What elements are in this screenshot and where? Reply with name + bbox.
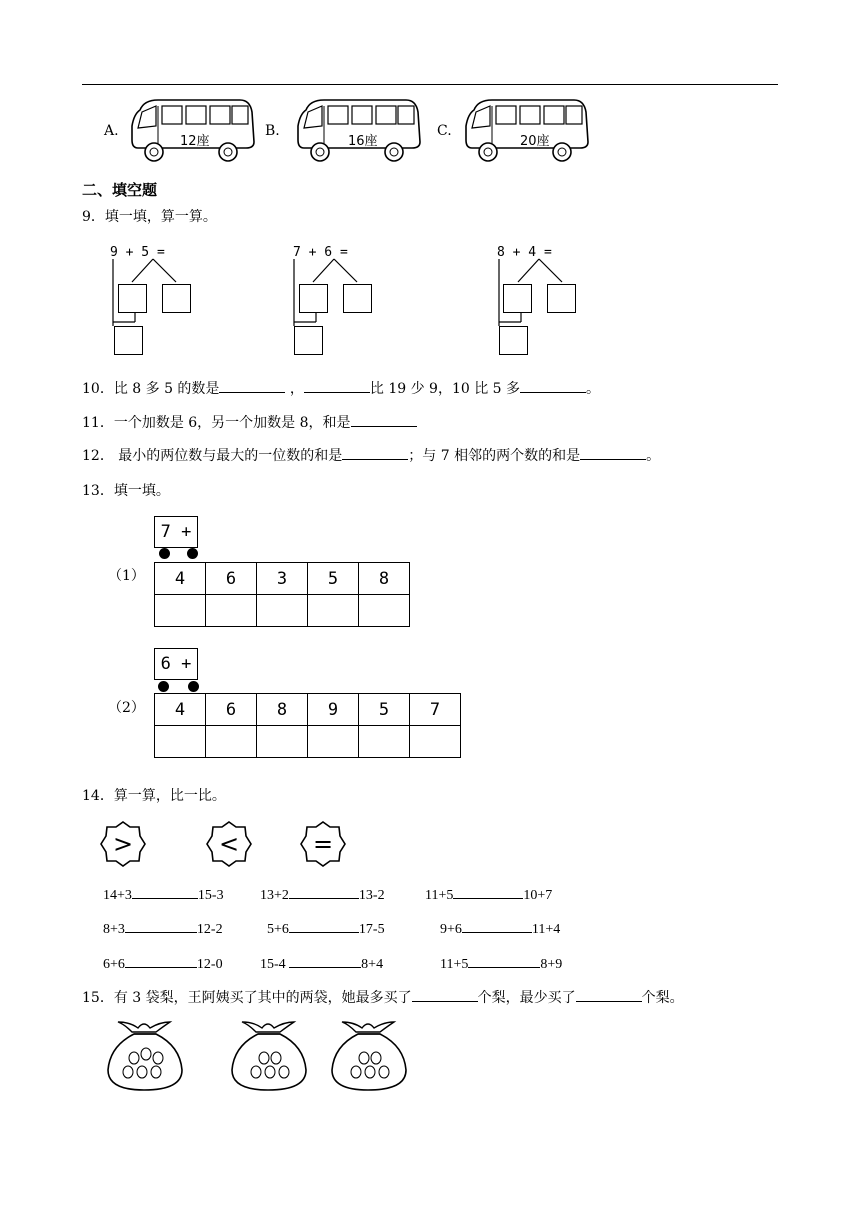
wheel-icon [159,548,170,559]
q13-sub1-train: 7 + [154,516,198,548]
q13-sub2-number: 9 [308,694,359,726]
right-expr: 8+4 [361,957,384,972]
q13-sub1-answer-cell[interactable] [206,595,257,627]
q12-text-3: 。 [646,448,661,464]
symbol-greater: > [112,830,134,858]
right-expr: 11+4 [531,922,561,937]
q13-sub2-number: 4 [155,694,206,726]
q13-sub1-answer-cell[interactable] [257,595,308,627]
q11-blank[interactable] [351,412,417,427]
q10-blank-2[interactable] [304,378,370,393]
left-expr: 8+3 [103,922,125,937]
q10 [82,378,600,398]
less-than-badge-icon [205,820,253,868]
q15 [82,987,684,1007]
q13-sub2-answer-cell[interactable] [206,726,257,758]
section-title: 二、填空题 [82,181,158,199]
q13-sub2-label: （2） [108,700,145,716]
q9-answer-box[interactable] [299,284,328,313]
q13-sub1-number: 6 [206,563,257,595]
q13-sub1-answer-cell[interactable] [308,595,359,627]
bus-b-icon[interactable] [294,96,426,164]
right-expr: 10+7 [523,888,553,903]
left-expr: 11+5 [440,957,469,972]
q12-text-1: 12． 最小的两位数与最大的一位数的和是 [82,448,343,464]
q9-answer-box[interactable] [118,284,147,313]
left-expr: 5+6 [267,922,289,937]
q13-sub2-number: 8 [257,694,308,726]
pear-bag-icon [104,1018,186,1094]
q13-sub2-answer-row [155,726,461,758]
q14-item [260,884,385,904]
compare-blank[interactable] [125,918,197,933]
q9-expr-3: 8 + 4 = [497,245,552,260]
right-expr: 17-5 [358,922,385,937]
q13-sub1-number: 5 [308,563,359,595]
q14-item [440,953,562,973]
q13-sub1-number-row [155,563,410,595]
q13-sub1-answer-cell[interactable] [359,595,410,627]
q13-sub1-label: （1） [108,568,145,584]
q10-blank-3[interactable] [520,378,586,393]
q14-prompt: 14．算一算，比一比。 [82,788,226,804]
q10-text-4: 。 [586,381,601,397]
pear-bag-icon [328,1018,410,1094]
q10-blank-1[interactable] [219,378,285,393]
compare-blank[interactable] [125,953,197,968]
q11-text: 11．一个加数是 6，另一个加数是 8，和是 [82,415,351,431]
q15-text-3: 个梨。 [641,990,684,1006]
q9-answer-box[interactable] [503,284,532,313]
q13-sub1-answer-row [155,595,410,627]
option-c-label: C. [437,123,452,139]
wheel-icon [158,681,169,692]
q12-blank-2[interactable] [580,445,646,460]
symbol-equal: = [312,830,334,858]
q13-sub1-number: 8 [359,563,410,595]
q13-sub2-number: 7 [410,694,461,726]
q14-item [440,918,560,938]
q13-sub1-number: 4 [155,563,206,595]
q9-expr-1: 9 + 5 = [110,245,165,260]
q13-sub2-answer-cell[interactable] [359,726,410,758]
left-expr: 6+6 [103,957,125,972]
wheel-icon [188,681,199,692]
q9-prompt: 9．填一填，算一算。 [82,209,217,225]
q10-text-2: ， [289,381,304,397]
right-expr: 12-0 [196,957,223,972]
compare-blank[interactable] [289,918,359,933]
q14-item [260,953,383,973]
q14-item [103,953,223,973]
bus-c-seats: 20座 [520,134,550,149]
q13-sub2-answer-cell[interactable] [257,726,308,758]
equals-badge-icon [299,820,347,868]
q9-answer-box[interactable] [499,326,528,355]
left-expr: 11+5 [425,888,454,903]
q13-sub2-number: 6 [206,694,257,726]
q12-text-2: ；与 7 相邻的两个数的和是 [408,448,581,464]
bus-a-icon[interactable] [128,96,260,164]
q13-sub2-answer-cell[interactable] [308,726,359,758]
q13-sub2-answer-cell[interactable] [410,726,461,758]
q15-blank-2[interactable] [576,987,642,1002]
q9-answer-box[interactable] [547,284,576,313]
q9-expr-2: 7 + 6 = [293,245,348,260]
q14-item [103,918,223,938]
q13-sub2-train: 6 + [154,648,198,680]
compare-blank[interactable] [453,884,523,899]
q13-sub1-table [154,562,410,627]
bus-a-seats: 12座 [180,134,210,149]
q9-answer-box[interactable] [343,284,372,313]
q13-sub2-answer-cell[interactable] [155,726,206,758]
compare-blank[interactable] [289,953,361,968]
greater-than-badge-icon [99,820,147,868]
bus-b-seats: 16座 [348,134,378,149]
option-b-label: B. [265,123,280,139]
pear-bag-icon [228,1018,310,1094]
right-expr: 12-2 [196,922,223,937]
q14-item [103,884,224,904]
compare-blank[interactable] [468,953,540,968]
symbol-less: < [218,830,240,858]
option-a-label: A. [104,123,119,139]
compare-blank[interactable] [289,884,359,899]
left-expr: 9+6 [440,922,462,937]
q12 [82,445,660,465]
q12-blank-1[interactable] [342,445,408,460]
q13-sub2-number-row [155,694,461,726]
q13-sub2-table [154,693,461,758]
right-expr: 15-3 [197,888,224,903]
q14-item [267,918,385,938]
q10-text-1: 10．比 8 多 5 的数是 [82,381,220,397]
wheel-icon [187,548,198,559]
left-expr: 14+3 [103,888,132,903]
q15-text-2: 个梨，最少买了 [477,990,576,1006]
q13-prompt: 13．填一填。 [82,483,170,499]
q14-item [425,884,552,904]
right-expr: 13-2 [358,888,385,903]
q9-answer-box[interactable] [294,326,323,355]
q13-sub1-number: 3 [257,563,308,595]
top-rule [82,84,778,85]
left-expr: 13+2 [260,888,289,903]
right-expr: 8+9 [540,957,563,972]
q13-sub2-number: 5 [359,694,410,726]
bus-c-icon[interactable] [462,96,594,164]
q9-answer-box[interactable] [162,284,191,313]
q10-text-3: 比 19 少 9，10 比 5 多 [369,381,521,397]
q11 [82,412,417,432]
left-expr: 15-4 [260,957,286,972]
q9-answer-box[interactable] [114,326,143,355]
compare-blank[interactable] [462,918,532,933]
compare-blank[interactable] [132,884,198,899]
q15-text-1: 15．有 3 袋梨，王阿姨买了其中的两袋，她最多买了 [82,990,412,1006]
q15-blank-1[interactable] [412,987,478,1002]
q13-sub1-answer-cell[interactable] [155,595,206,627]
